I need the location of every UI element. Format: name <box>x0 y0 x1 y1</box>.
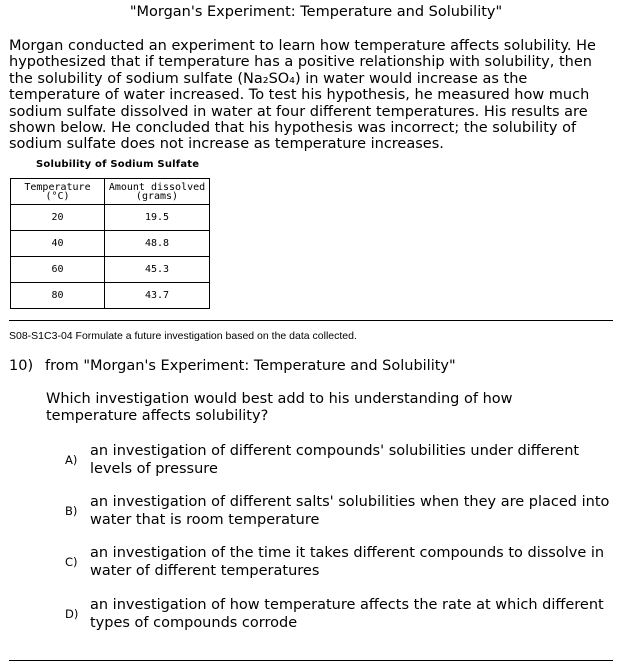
choice-letter: C) <box>65 555 78 569</box>
table-row <box>11 231 210 257</box>
table-row <box>11 257 210 283</box>
choice-text: an investigation of different compounds' solubilities under different levels of pressure <box>90 443 580 477</box>
temperature-cell: 40 <box>11 231 105 257</box>
choice-text: an investigation of the time it takes different compounds to dissolve in water of different temperatures <box>90 545 605 579</box>
solubility-table <box>10 178 210 309</box>
amount-cell: 45.3 <box>105 257 210 283</box>
header-temperature-unit: (°C) <box>45 190 70 202</box>
amount-cell: 19.5 <box>105 205 210 231</box>
choice-letter: A) <box>65 453 78 467</box>
header-amount-label: Amount dissolved <box>108 181 206 193</box>
table-row <box>11 205 210 231</box>
question-source: from "Morgan's Experiment: Temperature and Solubility" <box>45 358 456 374</box>
header-temperature-label: Temperature <box>24 181 91 193</box>
temperature-cell: 20 <box>11 205 105 231</box>
passage-text: Morgan conducted an experiment to learn how temperature affects solubility. He hypothesized that if temperature has a positive relationship with solubility, then the solubility of sodium sulfate (Na₂SO₄) in water would increase as the temperature of water increased. To test his hypothesis, he measured how much sodium sulfate dissolved in water at four different temperatures. His results are shown below. He concluded that his hypothesis was incorrect; the solubility of sodium sulfate does not increase as temperature increases. <box>9 38 596 153</box>
question-stem: Which investigation would best add to his understanding of how temperature affects solubility? <box>46 391 513 424</box>
amount-cell: 48.8 <box>105 231 210 257</box>
question-number: 10) <box>9 358 34 374</box>
choice-text: an investigation of how temperature affects the rate at which different types of compounds corrode <box>90 597 604 631</box>
temperature-cell: 60 <box>11 257 105 283</box>
header-temperature <box>11 179 105 205</box>
choice-text: an investigation of different salts' solubilities when they are placed into water that is room temperature <box>90 494 610 528</box>
table-row <box>11 283 210 309</box>
page-title: "Morgan's Experiment: Temperature and Solubility" <box>129 4 503 20</box>
temperature-cell: 80 <box>11 283 105 309</box>
section-divider <box>9 320 613 321</box>
bottom-divider <box>9 660 613 661</box>
choice-letter: D) <box>65 607 79 621</box>
choice-letter: B) <box>65 504 78 518</box>
header-amount <box>105 179 210 205</box>
question-header <box>9 358 456 374</box>
header-amount-unit: (grams) <box>135 190 179 202</box>
standard-code: S08-S1C3-04 Formulate a future investigation based on the data collected. <box>9 330 357 342</box>
amount-cell: 43.7 <box>105 283 210 309</box>
table-caption: Solubility of Sodium Sulfate <box>36 159 200 170</box>
